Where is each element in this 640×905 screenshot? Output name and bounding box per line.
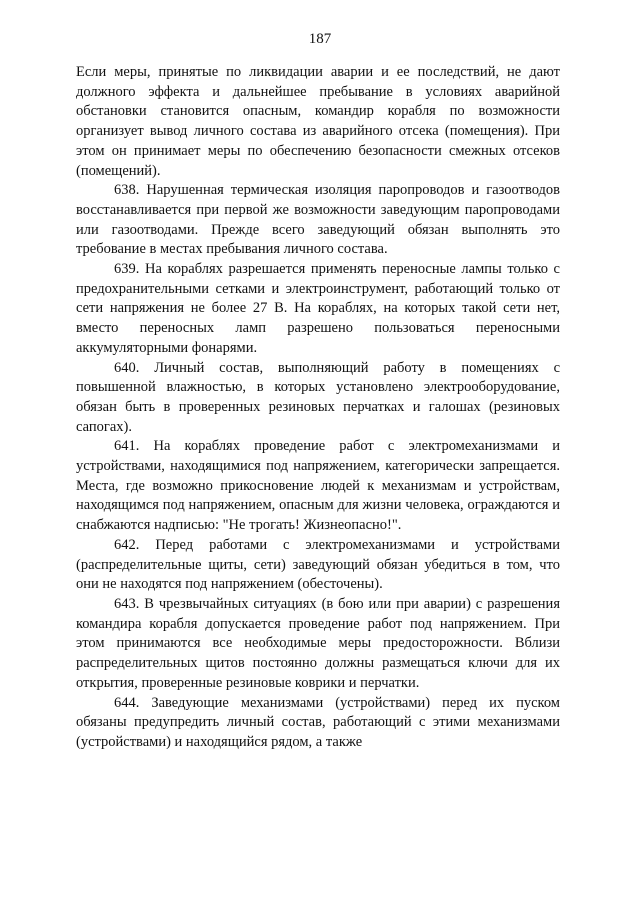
paragraph-continuation: Если меры, принятые по ликвидации аварии и ее последствий, не дают должного эффекта и дальнейшее пребывание в условиях аварийной обстановки становится опасным, командир корабля по возможности организует вывод личного состава из аварийного отсека (помещения). При этом он принимает меры по обеспечению безопасности смежных отсеков (помещений).	[76, 64, 560, 179]
paragraph-643: 643. В чрезвычайных ситуациях (в бою или при аварии) с разрешения командира корабля допускается проведение работ под напряжением. При этом принимаются все необходимые меры предосторожности. Вблизи распределительных щитов постоянно должны размещаться ключи для их открытия, проверенные резиновые коврики и перчатки.	[76, 595, 560, 691]
paragraph-640: 640. Личный состав, выполняющий работу в помещениях с повышенной влажностью, в которых установлено электрооборудование, обязан быть в проверенных резиновых перчатках и галошах (резиновых сапогах).	[76, 359, 560, 435]
paragraph-644: 644. Заведующие механизмами (устройствами) перед их пуском обязаны предупредить личный состав, работающий с этими механизмами (устройствами) и находящийся рядом, а также	[76, 694, 560, 750]
paragraph-638: 638. Нарушенная термическая изоляция паропроводов и газоотводов восстанавливается при первой же возможности заведующим паропроводами или газоотводами. Прежде всего заведующий обязан выполнять это требование в местах пребывания личного состава.	[76, 182, 560, 258]
page-body	[76, 63, 560, 753]
paragraph-641: 641. На кораблях проведение работ с электромеханизмами и устройствами, находящимися под напряжением, категорически запрещается. Места, где возможно прикосновение людей к механизмам и устройствам, находящимся под напряжением, опасным для жизни человека, ограждаются и снабжаются надписью: "Не трогать! Жизнеопасно!".	[76, 438, 560, 534]
page-number: 187	[308, 31, 332, 47]
paragraph-639: 639. На кораблях разрешается применять переносные лампы только с предохранительными сетками и электроинструмент, работающий только от сети напряжения не более 27 В. На кораблях, на которых такой сети нет, вместо переносных ламп разрешено пользоваться переносными аккумуляторными фонарями.	[76, 261, 560, 356]
paragraph-642: 642. Перед работами с электромеханизмами и устройствами (распределительные щиты, сети) заведующий обязан убедиться в том, что они не находятся под напряжением (обесточены).	[76, 536, 560, 593]
